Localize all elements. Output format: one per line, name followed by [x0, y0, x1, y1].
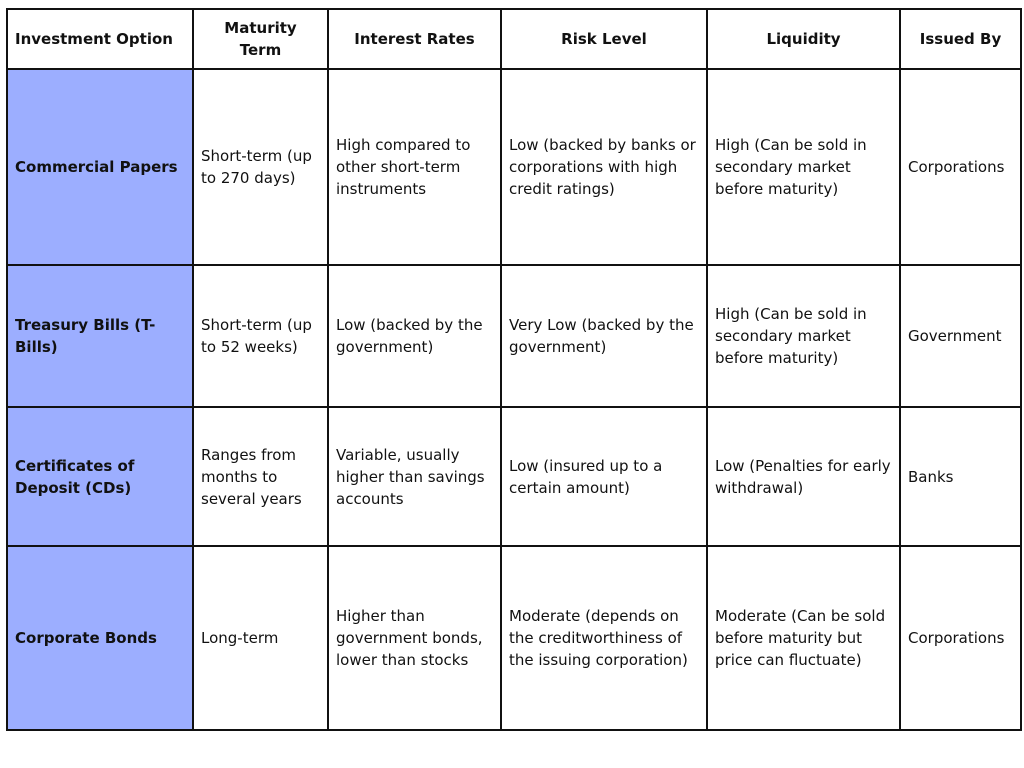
risk-level-cell: Low (insured up to a certain amount)	[501, 407, 707, 546]
investment-comparison-table	[6, 8, 1022, 731]
header-maturity-term: Maturity Term	[193, 9, 328, 69]
maturity-term-cell: Ranges from months to several years	[193, 407, 328, 546]
table-row	[7, 407, 1021, 546]
header-row	[7, 9, 1021, 69]
row-label-cell: Commercial Papers	[7, 69, 193, 265]
risk-level-cell: Low (backed by banks or corporations with high credit ratings)	[501, 69, 707, 265]
row-label-cell: Treasury Bills (T-Bills)	[7, 265, 193, 407]
interest-rates-cell: Higher than government bonds, lower than stocks	[328, 546, 501, 730]
table-row	[7, 546, 1021, 730]
liquidity-cell: High (Can be sold in secondary market before maturity)	[707, 265, 900, 407]
row-label-cell: Corporate Bonds	[7, 546, 193, 730]
issued-by-cell: Corporations	[900, 546, 1021, 730]
interest-rates-cell: High compared to other short-term instruments	[328, 69, 501, 265]
issued-by-cell: Banks	[900, 407, 1021, 546]
maturity-term-cell: Long-term	[193, 546, 328, 730]
issued-by-cell: Corporations	[900, 69, 1021, 265]
header-issued-by: Issued By	[900, 9, 1021, 69]
maturity-term-cell: Short-term (up to 270 days)	[193, 69, 328, 265]
table-row	[7, 69, 1021, 265]
interest-rates-cell: Variable, usually higher than savings accounts	[328, 407, 501, 546]
table-row	[7, 265, 1021, 407]
liquidity-cell: Moderate (Can be sold before maturity but price can fluctuate)	[707, 546, 900, 730]
table-header	[7, 9, 1021, 69]
header-interest-rates: Interest Rates	[328, 9, 501, 69]
issued-by-cell: Government	[900, 265, 1021, 407]
interest-rates-cell: Low (backed by the government)	[328, 265, 501, 407]
risk-level-cell: Moderate (depends on the creditworthiness of the issuing corporation)	[501, 546, 707, 730]
maturity-term-cell: Short-term (up to 52 weeks)	[193, 265, 328, 407]
header-investment-option: Investment Option	[7, 9, 193, 69]
table-body	[7, 69, 1021, 730]
header-liquidity: Liquidity	[707, 9, 900, 69]
risk-level-cell: Very Low (backed by the government)	[501, 265, 707, 407]
liquidity-cell: Low (Penalties for early withdrawal)	[707, 407, 900, 546]
liquidity-cell: High (Can be sold in secondary market before maturity)	[707, 69, 900, 265]
header-risk-level: Risk Level	[501, 9, 707, 69]
row-label-cell: Certificates of Deposit (CDs)	[7, 407, 193, 546]
